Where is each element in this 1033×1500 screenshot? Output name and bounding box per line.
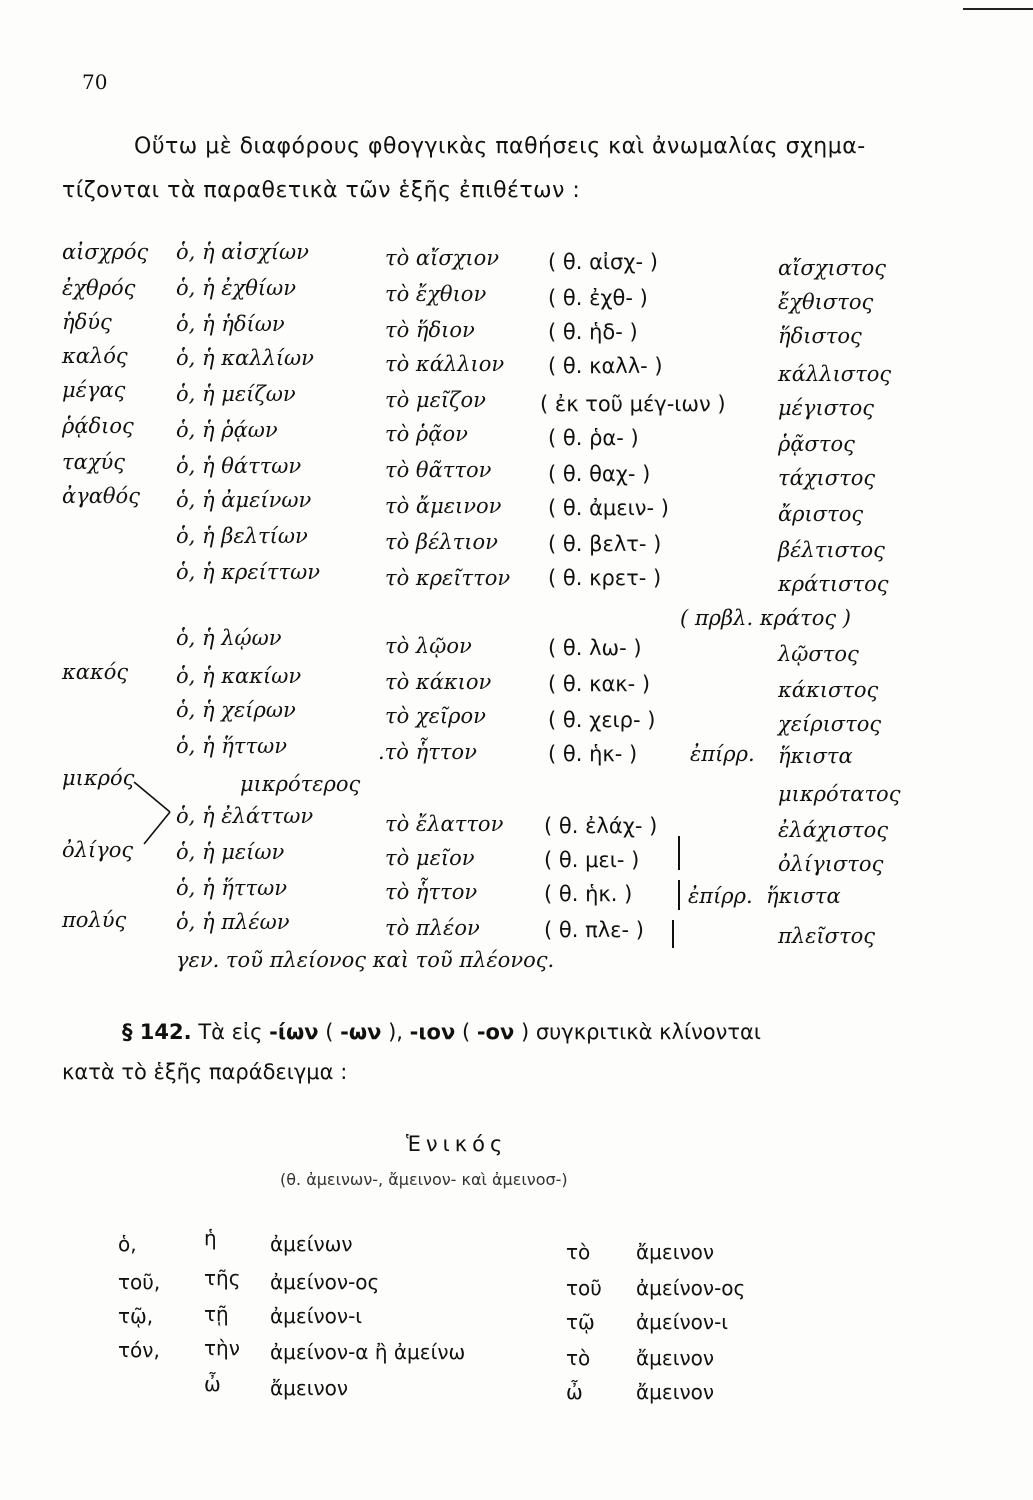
row-comparative-mf: ὁ, ἡ κρείττων (176, 560, 320, 584)
section-142-line-1 (122, 1020, 761, 1044)
row-adjective: μικρός (62, 766, 135, 790)
row-superlative: ἥκιστα (778, 744, 853, 768)
row-comparative-n: τὸ ῥᾷον (385, 422, 468, 446)
brace-line-lower (672, 920, 674, 948)
row-superlative: βέλτιστος (778, 538, 885, 562)
row-adjective: ταχύς (62, 450, 126, 474)
row-comparative-n: τὸ βέλτιον (385, 530, 498, 554)
form: ἀμείνον-α ἢ ἀμείνω (270, 1340, 466, 1364)
row-adjective: αἰσχρός (62, 240, 149, 264)
grouping-bracket-lines (130, 780, 180, 850)
row-theme: ( θ. ἡκ. ) (544, 882, 633, 906)
row-superlative: μέγιστος (778, 396, 875, 420)
section-text: ( (455, 1020, 477, 1044)
article-masc: ὁ, (118, 1232, 137, 1256)
row-theme: ( θ. χειρ- ) (548, 708, 656, 732)
row-comparative-mf: ὁ, ἡ ἥττων (176, 734, 287, 758)
form: ἄμεινον (636, 1240, 715, 1264)
vocative: ὦ (204, 1372, 221, 1396)
row-adjective: ῥᾴδιος (62, 414, 134, 438)
form: ἀμείνων (270, 1232, 353, 1256)
row-comparative-n: τὸ ἄμεινον (385, 494, 502, 518)
article-neut: τὸ (566, 1346, 591, 1370)
row-adjective: πολύς (62, 908, 127, 932)
row-comparative-mf: ὁ, ἡ ῥᾴων (176, 418, 278, 442)
article-neut: τοῦ (566, 1276, 602, 1300)
row-comparative-n: τὸ χεῖρον (385, 704, 486, 728)
row-theme: ( θ. πλε- ) (544, 918, 644, 942)
row-superlative: μικρότατος (778, 782, 901, 806)
row-superlative: ἥδιστος (778, 324, 862, 348)
row-theme: ( θ. κρετ- ) (548, 566, 662, 590)
form: ἀμείνον-ος (270, 1270, 380, 1294)
row-comparative-n: τὸ ἧττον (385, 880, 478, 904)
suffix-on: -ων (340, 1020, 382, 1044)
row-superlative: κράτιστος (778, 572, 889, 596)
row-superlative: ῥᾷστος (778, 432, 855, 456)
row-theme: ( θ. θαχ- ) (548, 462, 651, 486)
row-superlative: πλεῖστος (778, 924, 875, 948)
compare-note: ( πρβλ. κράτος ) (680, 606, 852, 630)
row-theme: ( θ. βελτ- ) (548, 532, 662, 556)
suffix-ion: -ίων (269, 1020, 319, 1044)
row-superlative: ἄριστος (778, 502, 864, 526)
row-comparative-n: .τὸ ἧττον (378, 740, 477, 764)
row-comparative-mf: ὁ, ἡ λῴων (176, 626, 282, 650)
row-comparative-mf: ὁ, ἡ μείων (176, 840, 285, 864)
brace-line-middle (678, 880, 680, 910)
form: ἀμείνον-ι (636, 1310, 729, 1334)
row-theme: ( θ. ἀμειν- ) (548, 496, 669, 520)
vocative: ὦ (566, 1380, 583, 1404)
row-comparative-mf: ὁ, ἡ ἐχθίων (176, 276, 297, 300)
section-142-line-2: κατὰ τὸ ἑξῆς παράδειγμα : (62, 1060, 348, 1084)
section-text: Τὰ εἰς (198, 1020, 270, 1044)
section-text: ), (381, 1020, 410, 1044)
row-comparative-mf: ὁ, ἡ ἡδίων (176, 312, 285, 336)
row-theme: ( θ. μει- ) (544, 848, 640, 872)
row-superlative: ἐλάχιστος (778, 818, 889, 842)
row-comparative-mf: ὁ, ἡ πλέων (176, 910, 290, 934)
row-comparative-mf: ὁ, ἡ καλλίων (176, 346, 314, 370)
row-comparative-n: τὸ κρεῖττον (385, 566, 511, 590)
row-comparative-n: τὸ μεῖον (385, 846, 475, 870)
row-comparative-mf: ὁ, ἡ βελτίων (176, 524, 308, 548)
row-comparative-n: τὸ ἔλαττον (385, 812, 504, 836)
row-comparative-mf: ὁ, ἡ χείρων (176, 698, 296, 722)
paradigm-heading: Ἑνικός (406, 1132, 508, 1156)
section-text: ( (318, 1020, 341, 1044)
row-comparative-n: τὸ κάλλιον (385, 352, 505, 376)
scan-edge-line (963, 8, 1033, 10)
row-theme: ( θ. ἐλάχ- ) (544, 814, 658, 838)
row-comparative-mf: ὁ, ἡ μείζων (176, 382, 296, 406)
row-adjective: κακός (62, 660, 129, 684)
row-superlative: ἔχθιστος (778, 290, 874, 314)
row-superlative: ἥκιστα (766, 884, 841, 908)
row-adjective: ὀλίγος (62, 838, 134, 862)
suffix-on-neuter: -ον (476, 1020, 515, 1044)
row-superlative: κάκιστος (778, 678, 879, 702)
row-theme: ( ἐκ τοῦ μέγ-ιων ) (540, 392, 726, 416)
row-comparative-mf: ὁ, ἡ θάττων (176, 454, 302, 478)
article-masc: τόν, (118, 1338, 160, 1362)
row-comparative-n: τὸ πλέον (385, 916, 480, 940)
form: ἀμείνον-ι (270, 1304, 363, 1328)
brace-line-upper (678, 836, 680, 870)
row-superlative: ὀλίγιστος (778, 852, 884, 876)
article-neut: τῷ (566, 1310, 595, 1334)
article-fem: ἡ (204, 1226, 217, 1250)
row-theme: ( θ. καλλ- ) (548, 354, 663, 378)
row-comparative-n: τὸ ἔχθιον (385, 282, 487, 306)
row-comparative-n: τὸ αἴσχιον (385, 246, 500, 270)
row-theme: ( θ. αἰσχ- ) (548, 250, 658, 274)
form: ἄμεινον (270, 1376, 349, 1400)
row-comparative-n: τὸ λῷον (385, 634, 472, 658)
row-comparative-n: τὸ κάκιον (385, 670, 492, 694)
suffix-ion-neuter: -ιον (409, 1020, 456, 1044)
row-superlative: χείριστος (778, 712, 882, 736)
row-theme: ( θ. ἡκ- ) (548, 742, 638, 766)
section-text: ) συγκριτικὰ κλίνονται (514, 1020, 761, 1044)
intro-line-2: τίζονται τὰ παραθετικὰ τῶν ἑξῆς ἐπιθέτων : (62, 178, 581, 203)
row-comparative-mf: ὁ, ἡ ἀμείνων (176, 488, 312, 512)
row-comparative-mf: ὁ, ἡ κακίων (176, 664, 302, 688)
article-masc: τοῦ, (118, 1270, 161, 1294)
page-number: 70 (82, 70, 108, 94)
row-comparative-mf: ὁ, ἡ ἐλάττων (176, 804, 314, 828)
adverb-note: ἐπίρρ. (688, 884, 753, 908)
row-adjective: μέγας (62, 378, 126, 402)
row-superlative: κάλλιστος (778, 362, 892, 386)
row-comparative-n: τὸ ἥδιον (385, 318, 475, 342)
article-neut: τὸ (566, 1240, 591, 1264)
row-superlative: λῷστος (778, 642, 859, 666)
form: ἀμείνον-ος (636, 1276, 746, 1300)
row-adjective: ἐχθρός (62, 276, 136, 300)
row-theme: ( θ. λω- ) (548, 636, 642, 660)
row-adjective: ἀγαθός (62, 484, 140, 508)
row-theme: ( θ. ἡδ- ) (548, 320, 638, 344)
row-theme: ( θ. κακ- ) (548, 672, 651, 696)
row-theme: ( θ. ῥα- ) (548, 426, 639, 450)
row-comparative-mf: ὁ, ἡ αἰσχίων (176, 240, 309, 264)
row-comparative-mf: μικρότερος (240, 772, 361, 796)
row-comparative-n: τὸ μεῖζον (385, 388, 486, 412)
row-adjective: ἡδύς (62, 310, 112, 334)
adverb-note: ἐπίρρ. (690, 742, 755, 766)
article-masc: τῷ, (118, 1304, 154, 1328)
row-theme: ( θ. ἐχθ- ) (548, 286, 648, 310)
form: ἄμεινον (636, 1346, 715, 1370)
article-fem: τῇ (204, 1302, 229, 1326)
row-comparative-n: τὸ θᾶττον (385, 458, 492, 482)
article-fem: τῆς (204, 1266, 241, 1290)
article-fem: τὴν (204, 1336, 240, 1360)
row-superlative: τάχιστος (778, 466, 876, 490)
row-adjective: καλός (62, 344, 128, 368)
paradigm-subheading: (θ. ἀμεινων-, ἄμεινον- καὶ ἀμεινοσ-) (280, 1170, 568, 1189)
form: ἄμεινον (636, 1380, 715, 1404)
row-comparative-mf: ὁ, ἡ ἥττων (176, 876, 287, 900)
genitive-line: γεν. τοῦ πλείονος καὶ τοῦ πλέονος. (176, 948, 555, 972)
intro-line-1: Οὕτω μὲ διαφόρους φθογγικὰς παθήσεις καὶ ἀνωμαλίας σχημα- (134, 134, 866, 159)
section-number: § 142. (122, 1020, 192, 1044)
row-superlative: αἴσχιστος (778, 256, 887, 280)
